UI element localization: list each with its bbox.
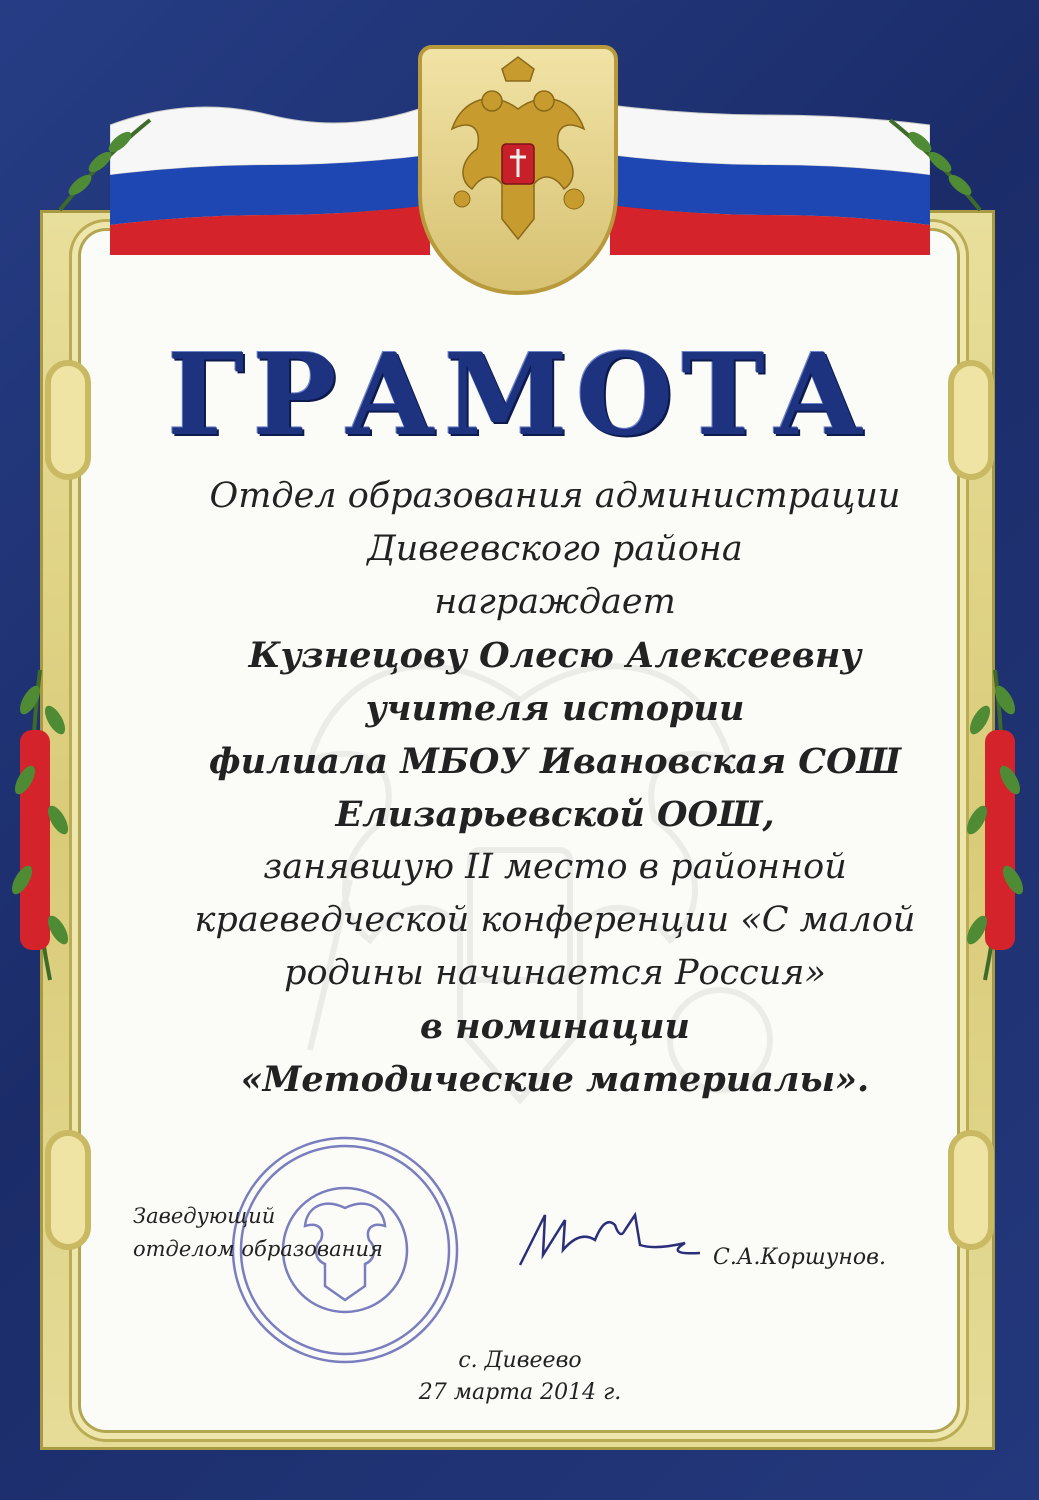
frame-scroll-ornament (45, 1130, 91, 1250)
body-line: награждает (434, 582, 676, 622)
body-line: родины начинается Россия» (284, 953, 826, 993)
recipient-school: филиала МБОУ Ивановская СОШ (209, 741, 901, 782)
body-line: Дивеевского района (367, 529, 743, 569)
signatory-title (133, 1200, 383, 1266)
certificate-body (120, 470, 990, 1106)
coat-of-arms-shield (418, 45, 618, 295)
issue-place-date (380, 1345, 660, 1409)
laurel-branch-icon (880, 100, 1000, 220)
issue-date: 27 марта 2014 г. (418, 1380, 622, 1405)
signature-icon (505, 1195, 705, 1285)
nomination-name: «Методические материалы». (240, 1059, 870, 1100)
certificate-title: ГРАМОТА (167, 330, 872, 461)
body-line: Отдел образования администрации (209, 476, 901, 516)
coat-of-arms-icon (422, 49, 614, 291)
recipient-name: Кузнецову Олесю Алексеевну (248, 635, 862, 676)
signatory-title-line: Заведующий (133, 1204, 276, 1228)
frame-scroll-ornament (948, 1130, 994, 1250)
recipient-position: учителя истории (365, 688, 745, 729)
recipient-school-branch: Елизарьевской ООШ, (335, 794, 775, 835)
laurel-branch-icon (40, 100, 160, 220)
body-line: занявшую II место в районной (263, 847, 847, 887)
signatory-name: С.А.Коршунов. (713, 1245, 886, 1270)
issue-place: с. Дивеево (458, 1348, 582, 1373)
signatory-title-line: отделом образования (133, 1237, 383, 1261)
laurel-branch-icon (0, 660, 80, 990)
nomination-label: в номинации (420, 1006, 690, 1047)
body-line: краеведческой конференции «С малой (194, 900, 916, 940)
